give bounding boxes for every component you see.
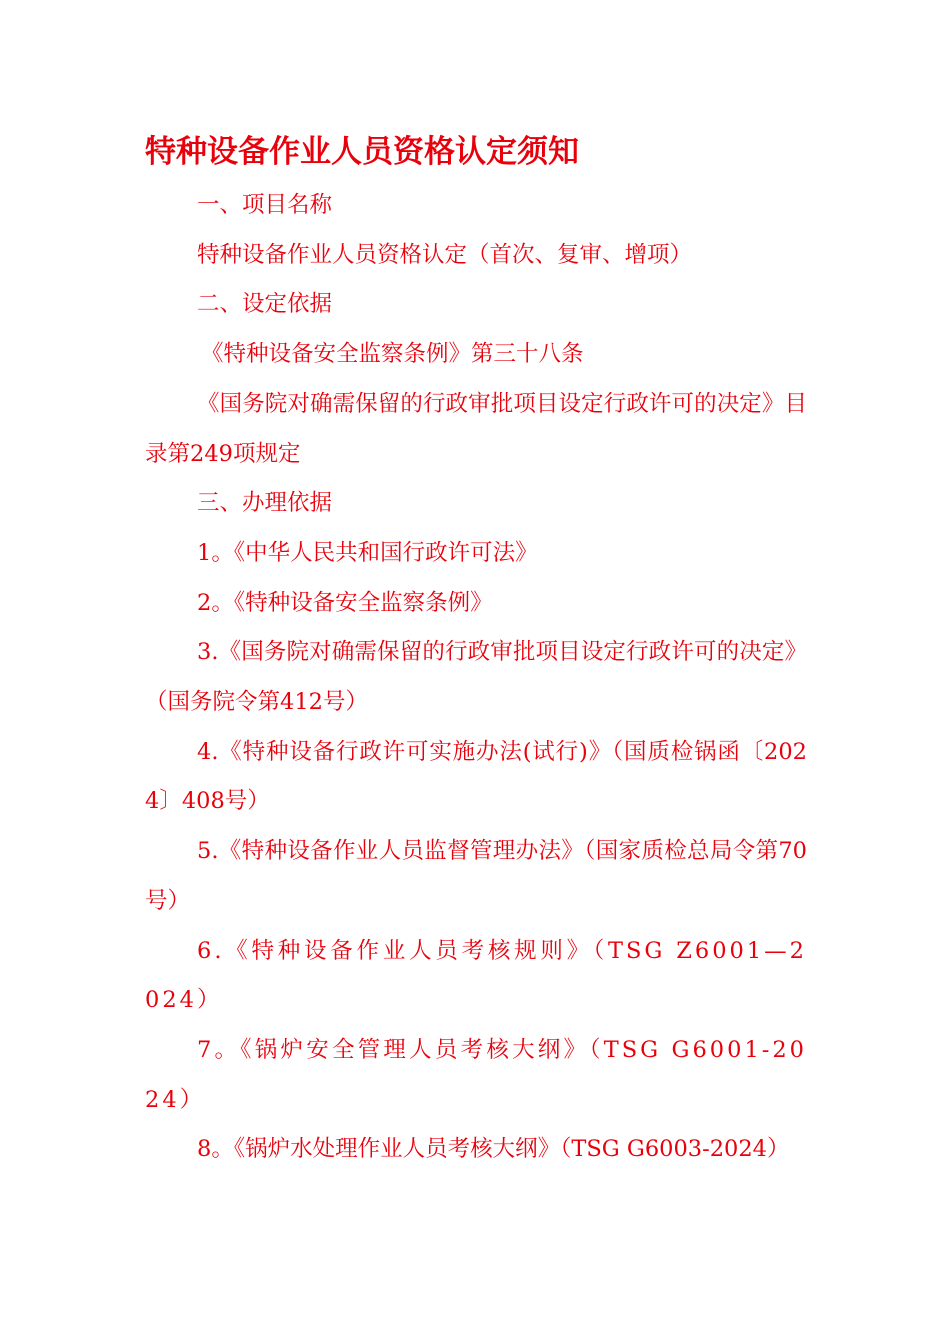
handling-basis-item: 6.《特种设备作业人员考核规则》（TSG Z6001—2024） — [145, 937, 807, 1014]
handling-basis-item: 1。《中华人民共和国行政许可法》 — [197, 539, 538, 566]
legal-basis-item: 《特种设备安全监察条例》第三十八条 — [201, 341, 584, 368]
section-heading-legal-basis: 二、设定依据 — [197, 291, 333, 318]
handling-basis-item: 8。《锅炉水处理作业人员考核大纲》（TSG G6003-2024） — [197, 1136, 790, 1163]
document-body — [145, 130, 807, 1175]
handling-basis-item: 7。《锅炉安全管理人员考核大纲》（TSG G6001-2024） — [145, 1036, 807, 1113]
handling-basis-item: 3.《国务院对确需保留的行政审批项目设定行政许可的决定》（国务院令第412号） — [145, 639, 807, 716]
section-heading-project-name: 一、项目名称 — [197, 192, 333, 218]
document-title: 特种设备作业人员资格认定须知 — [145, 134, 579, 170]
handling-basis-item: 2。《特种设备安全监察条例》 — [197, 589, 493, 616]
legal-basis-item: 《国务院对确需保留的行政审批项目设定行政许可的决定》目录第249项规定 — [145, 390, 807, 467]
handling-basis-item: 4.《特种设备行政许可实施办法(试行)》（国质检锅函〔2024〕408号） — [145, 738, 807, 815]
handling-basis-item: 5.《特种设备作业人员监督管理办法》（国家质检总局令第70号） — [145, 838, 807, 914]
project-name-text: 特种设备作业人员资格认定（首次、复审、增项） — [197, 241, 693, 268]
section-heading-handling-basis: 三、办理依据 — [197, 490, 333, 517]
